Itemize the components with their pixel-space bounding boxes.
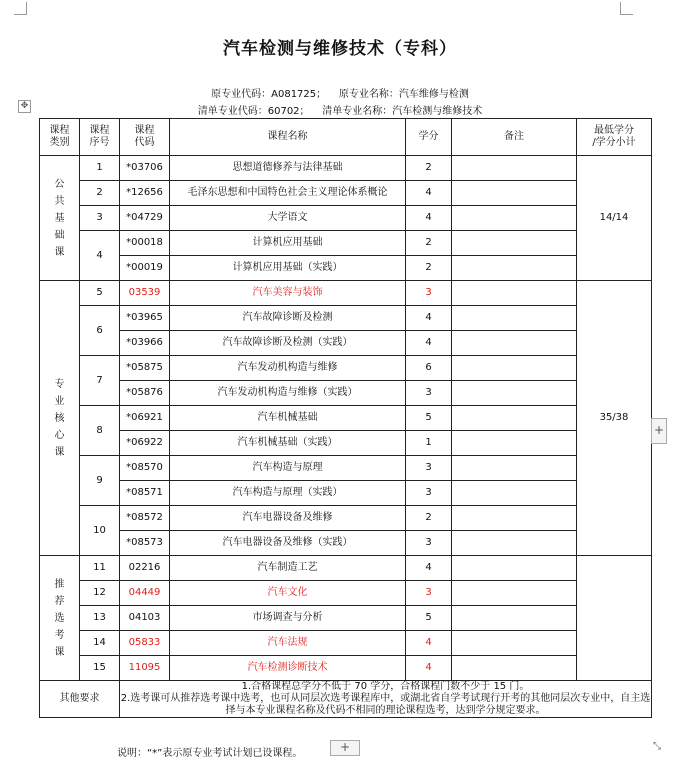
course-code-cell: 05833 [120,631,170,656]
page-corner-mark [620,2,633,15]
remark-cell [452,506,577,531]
course-code-cell: 04449 [120,581,170,606]
table-row [40,656,652,681]
table-row [40,581,652,606]
seq-cell: 9 [80,456,120,506]
remark-cell [452,331,577,356]
seq-cell: 5 [80,281,120,306]
course-name-cell: 汽车发动机构造与维修（实践） [170,381,406,406]
seq-cell: 2 [80,181,120,206]
course-name-cell: 计算机应用基础 [170,231,406,256]
page-corner-mark [14,2,27,15]
credit-cell: 3 [406,581,452,606]
remark-cell [452,356,577,381]
header-code: 课程 代码 [120,119,170,156]
seq-cell: 10 [80,506,120,556]
credit-cell: 4 [406,631,452,656]
course-name-cell: 大学语文 [170,206,406,231]
remark-cell [452,606,577,631]
course-code-cell: *08571 [120,481,170,506]
course-name-cell: 毛泽东思想和中国特色社会主义理论体系概论 [170,181,406,206]
table-row [40,606,652,631]
original-major-info: 原专业代码：A081725； 原专业名称：汽车维修与检测 [211,89,469,100]
table-row [40,381,652,406]
other-requirements-row [40,681,652,718]
course-name-cell: 汽车构造与原理 [170,456,406,481]
document-title: 汽车检测与维修技术（专科） [223,39,457,59]
course-name-cell: 汽车检测诊断技术 [170,656,406,681]
remark-cell [452,181,577,206]
remark-cell [452,631,577,656]
course-code-cell: *08572 [120,506,170,531]
credit-cell: 4 [406,181,452,206]
remark-cell [452,256,577,281]
category-char: 考 [54,629,65,641]
credit-cell: 1 [406,431,452,456]
remark-cell [452,406,577,431]
category-cell [40,556,80,681]
remark-cell [452,281,577,306]
category-cell [40,156,80,281]
table-row [40,206,652,231]
table-row [40,531,652,556]
course-name-cell: 汽车美容与装饰 [170,281,406,306]
course-name-cell: 计算机应用基础（实践） [170,256,406,281]
header-seq: 课程 序号 [80,119,120,156]
seq-cell: 6 [80,306,120,356]
credit-cell: 2 [406,231,452,256]
header-credit: 学分 [406,119,452,156]
remark-cell [452,556,577,581]
credit-cell: 4 [406,306,452,331]
course-name-cell: 市场调查与分析 [170,606,406,631]
course-name-cell: 汽车电器设备及维修 [170,506,406,531]
category-char: 选 [54,612,65,624]
credit-cell: 4 [406,331,452,356]
other-requirements-label: 其他要求 [40,681,120,718]
credit-cell: 3 [406,381,452,406]
remark-cell [452,431,577,456]
credit-cell: 5 [406,606,452,631]
course-code-cell: 04103 [120,606,170,631]
course-name-cell: 汽车文化 [170,581,406,606]
seq-cell: 12 [80,581,120,606]
header-remark: 备注 [452,119,577,156]
course-code-cell: *03965 [120,306,170,331]
header-name: 课程名称 [170,119,406,156]
course-code-cell: *12656 [120,181,170,206]
add-column-button[interactable]: + [651,418,667,444]
seq-cell: 4 [80,231,120,281]
seq-cell: 1 [80,156,120,181]
credit-cell: 4 [406,556,452,581]
course-code-cell: *08570 [120,456,170,481]
credit-cell: 5 [406,406,452,431]
remark-cell [452,306,577,331]
table-row [40,481,652,506]
table-row [40,406,652,431]
list-major-info: 清单专业代码：60702； 清单专业名称：汽车检测与维修技术 [197,106,483,117]
course-code-cell: 03539 [120,281,170,306]
min-credit-cell: 35/38 [577,281,652,556]
course-code-cell: *06922 [120,431,170,456]
remark-cell [452,531,577,556]
remark-cell [452,456,577,481]
category-char: 业 [54,395,65,407]
seq-cell: 13 [80,606,120,631]
category-char: 课 [54,246,65,258]
credit-cell: 6 [406,356,452,381]
table-row [40,156,652,181]
category-char: 推 [54,578,65,590]
course-name-cell: 汽车机械基础 [170,406,406,431]
credit-cell: 3 [406,281,452,306]
seq-cell: 14 [80,631,120,656]
course-code-cell: *08573 [120,531,170,556]
table-row [40,431,652,456]
course-code-cell: 02216 [120,556,170,581]
category-cell [40,281,80,556]
course-name-cell: 汽车电器设备及维修（实践） [170,531,406,556]
course-code-cell: *00019 [120,256,170,281]
category-char: 基 [54,212,65,224]
category-char: 共 [54,195,65,207]
category-char: 心 [54,429,65,441]
remark-cell [452,656,577,681]
remark-cell [452,581,577,606]
category-char: 荐 [54,595,65,607]
min-credit-cell [577,556,652,681]
course-name-cell: 汽车发动机构造与维修 [170,356,406,381]
credit-cell: 2 [406,506,452,531]
table-row [40,456,652,481]
seq-cell: 11 [80,556,120,581]
course-code-cell: *04729 [120,206,170,231]
note-line: 2.选考课可从推荐选考课中选考，也可从同层次选考课程库中，或湖北省自学考试现行开考的其他同层次专业中，自主选择与本专业课程名称及代码不相同的理论课程选考，达到学分规定要求。 [120,693,651,716]
remark-cell [452,206,577,231]
credit-cell: 4 [406,206,452,231]
course-plan-table [39,118,652,718]
category-char: 专 [54,378,65,390]
course-code-cell: *03706 [120,156,170,181]
course-rows [40,156,652,681]
remark-cell [452,481,577,506]
course-code-cell: *03966 [120,331,170,356]
seq-cell: 8 [80,406,120,456]
course-name-cell: 汽车法规 [170,631,406,656]
remark-cell [452,156,577,181]
seq-cell: 15 [80,656,120,681]
course-name-cell: 汽车制造工艺 [170,556,406,581]
add-row-button[interactable]: + [330,740,360,756]
table-row [40,181,652,206]
seq-cell: 3 [80,206,120,231]
credit-cell: 3 [406,456,452,481]
course-name-cell: 思想道德修养与法律基础 [170,156,406,181]
course-code-cell: *05876 [120,381,170,406]
table-row [40,556,652,581]
course-code-cell: *00018 [120,231,170,256]
table-move-handle-icon[interactable]: ✥ [18,100,31,113]
table-row [40,331,652,356]
table-row [40,356,652,381]
course-name-cell: 汽车故障诊断及检测（实践） [170,331,406,356]
footnote: 说明：“*”表示原专业考试计划已设课程。 [117,748,303,759]
category-char: 础 [54,229,65,241]
min-credit-cell: 14/14 [577,156,652,281]
header-category: 课程 类别 [40,119,80,156]
credit-cell: 2 [406,156,452,181]
course-name-cell: 汽车机械基础（实践） [170,431,406,456]
other-requirements-notes [120,681,652,718]
remark-cell [452,381,577,406]
credit-cell: 3 [406,481,452,506]
category-char: 课 [54,446,65,458]
course-code-cell: *06921 [120,406,170,431]
table-header-row [40,119,652,156]
header-min-credit: 最低学分 /学分小计 [577,119,652,156]
table-row [40,281,652,306]
course-code-cell: 11095 [120,656,170,681]
table-row [40,306,652,331]
credit-cell: 2 [406,256,452,281]
category-char: 课 [54,646,65,658]
table-row [40,231,652,256]
credit-cell: 3 [406,531,452,556]
note-line: 1.合格课程总学分不低于 70 学分，合格课程门数不少于 15 门。 [241,681,530,692]
table-row [40,631,652,656]
credit-cell: 4 [406,656,452,681]
table-row [40,256,652,281]
table-row [40,506,652,531]
remark-cell [452,231,577,256]
table-resize-handle-icon[interactable]: ⤡ [653,741,661,752]
seq-cell: 7 [80,356,120,406]
course-name-cell: 汽车故障诊断及检测 [170,306,406,331]
course-name-cell: 汽车构造与原理（实践） [170,481,406,506]
category-char: 核 [54,412,65,424]
category-char: 公 [54,178,65,190]
course-code-cell: *05875 [120,356,170,381]
